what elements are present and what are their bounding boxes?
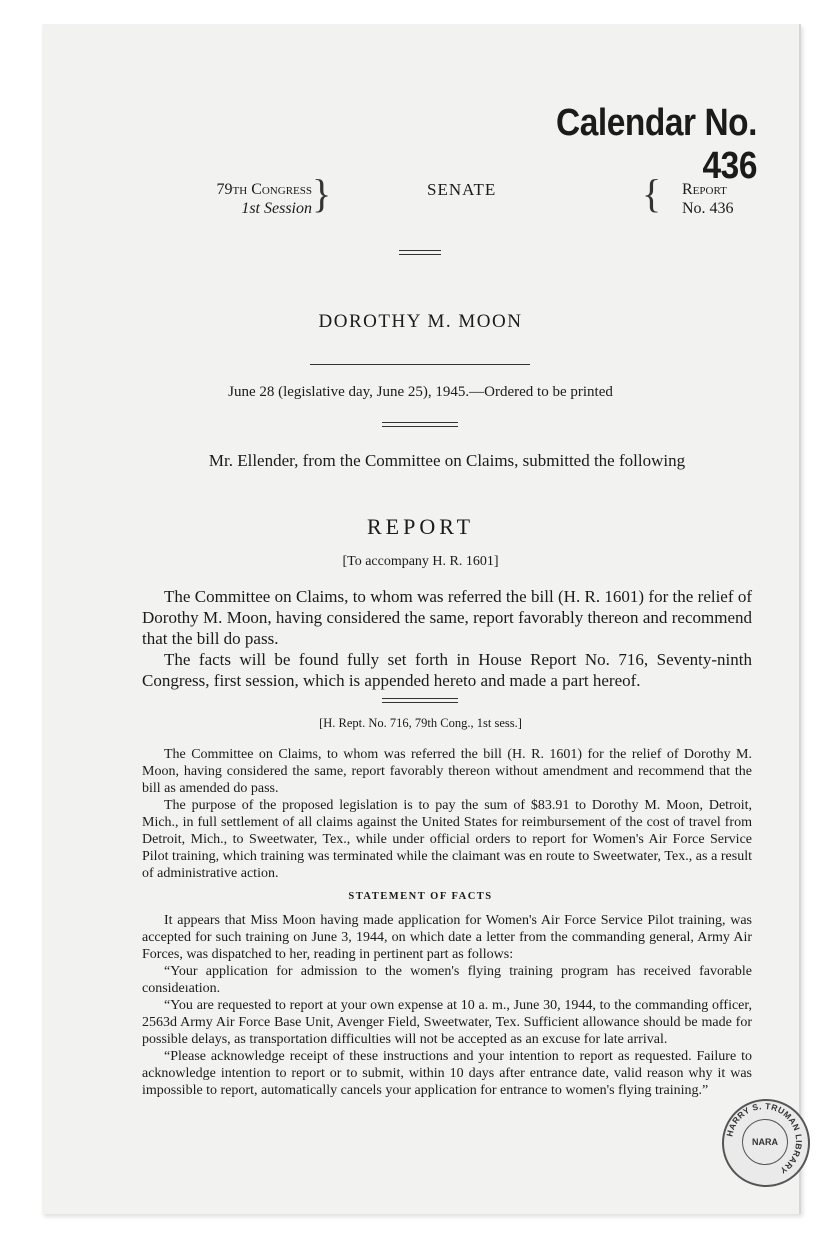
house-report-section xyxy=(142,746,752,882)
congress-session-block xyxy=(142,180,312,218)
library-stamp xyxy=(722,1099,810,1187)
session-label: 1st Session xyxy=(241,200,312,217)
facts-section xyxy=(142,912,752,1099)
facts-paragraph: “Please acknowledge receipt of these instructions and your intention to report as requested. Failure to acknowledge intention to report or to submit, within 10 days after entrance date, valid reason why it was impossible to report, automatically cancels your application for entrance to women's flying training.” xyxy=(142,1049,752,1098)
brace-right-facing: } xyxy=(312,171,332,216)
brace-left-facing: { xyxy=(642,171,662,216)
intro-paragraph: The facts will be found fully set forth in House Report No. 716, Seventy-ninth Congress, first session, which is appended hereto and made a part hereof. xyxy=(142,650,752,690)
divider xyxy=(399,250,441,255)
document-page xyxy=(42,24,805,1214)
divider xyxy=(310,364,530,365)
facts-paragraph: “You are requested to report at your own expense at 10 a. m., June 30, 1944, to the commanding officer, 2563d Army Air Force Base Unit, Avenger Field, Sweetwater, Tex. Sufficient allowance should be made for possible delays, as transportation difficulties will not be accepted as an excuse for late arrival. xyxy=(142,998,752,1047)
intro-paragraph: The Committee on Claims, to whom was referred the bill (H. R. 1601) for the relief of Dorothy M. Moon, having considered the same, report favorably thereon and recommend that the bill do pass. xyxy=(142,587,752,648)
facts-paragraph: “Your application for admission to the women's flying training program has received favorable consideıation. xyxy=(142,964,752,996)
accompany-line: [To accompany H. R. 1601] xyxy=(342,554,499,569)
facts-paragraph: It appears that Miss Moon having made application for Women's Air Force Service Pilot training, was accepted for such training on June 3, 1944, on which date a letter from the commanding general, Army Air Forces, was dispatched to her, reading in pertinent part as follows: xyxy=(142,913,752,962)
divider xyxy=(382,422,458,427)
chamber-label: SENATE xyxy=(427,180,497,199)
divider xyxy=(382,698,458,703)
congress-label: 79th Congress xyxy=(216,181,312,198)
stamp-center xyxy=(742,1119,788,1165)
report-number: No. 436 xyxy=(682,200,734,217)
report-label: Report xyxy=(682,181,727,198)
statement-heading: STATEMENT OF FACTS xyxy=(348,891,493,902)
submitted-line: Mr. Ellender, from the Committee on Claims, submitted the following xyxy=(208,451,686,470)
intro-section xyxy=(142,586,752,691)
report-heading: REPORT xyxy=(366,514,475,539)
house-report-reference: [H. Rept. No. 716, 79th Cong., 1st sess.] xyxy=(319,716,522,730)
stamp-inner-text: NARA xyxy=(752,1137,778,1147)
ordered-line: June 28 (legislative day, June 25), 1945.—Ordered to be printed xyxy=(228,384,613,400)
house-paragraph: The Committee on Claims, to whom was referred the bill (H. R. 1601) for the relief of Dorothy M. Moon, having considered the same, report favorably thereon without amendment and recommend that the bill as amended do pass. xyxy=(142,747,752,796)
calendar-number: Calendar No. 436 xyxy=(556,102,757,187)
house-paragraph: The purpose of the proposed legislation is to pay the sum of $83.91 to Dorothy M. Moon, Detroit, Mich., in full settlement of all claims against the United States for reimbursement of the cost of travel from Detroit, Mich., to Sweetwater, Tex., while under official orders to report for Women's Air Force Service Pilot training, which training was terminated while the claimant was en route to Sweetwater, Tex., as a result of administrative action. xyxy=(142,798,752,881)
stamp-outer-text: HARRY S. TRUMAN LIBRARY xyxy=(724,1100,805,1176)
bill-title: DOROTHY M. MOON xyxy=(318,311,523,332)
report-number-block xyxy=(682,180,734,218)
